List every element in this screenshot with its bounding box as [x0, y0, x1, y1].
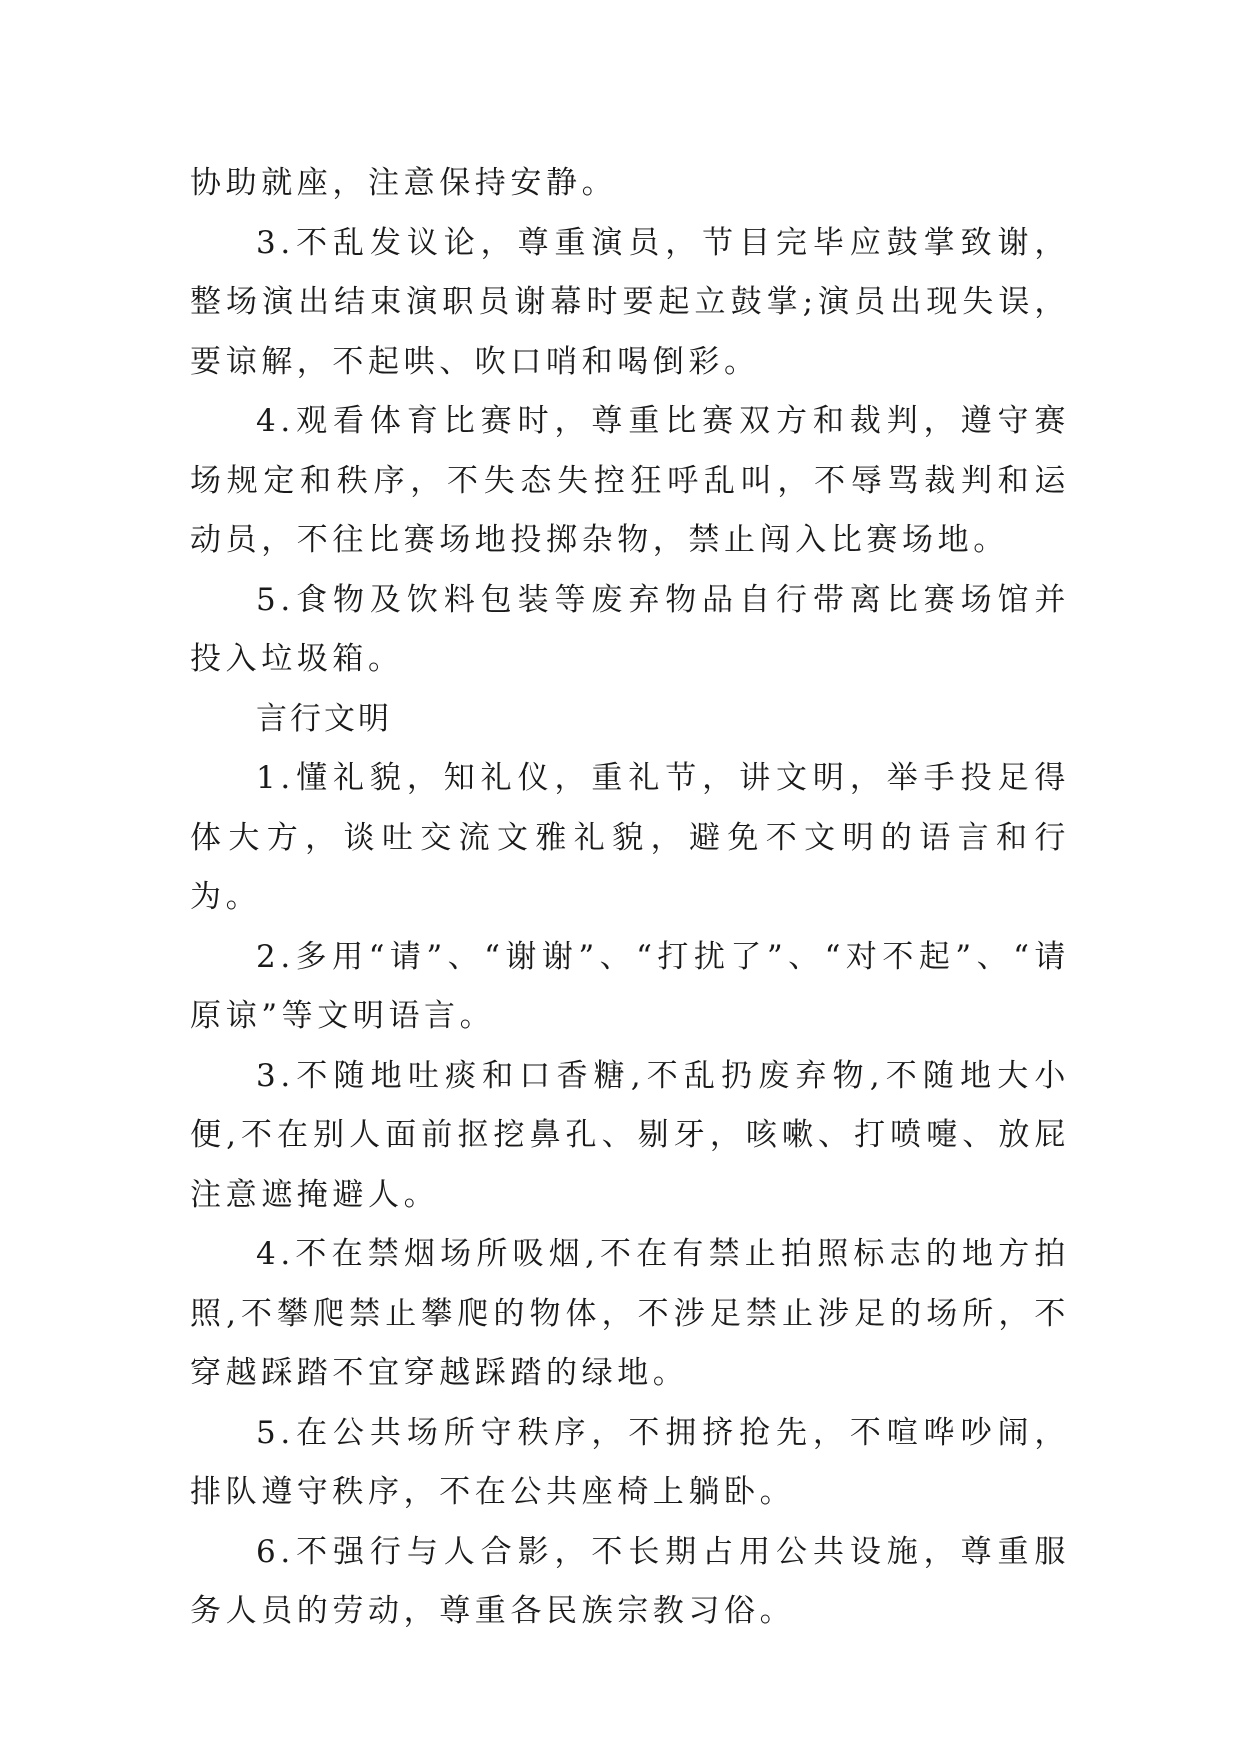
paragraph-item-6-respect: 6.不强行与人合影，不长期占用公共设施，尊重服务人员的劳动，尊重各民族宗教习俗。 [190, 1533, 1070, 1629]
paragraph-item-5-waste: 5.食物及饮料包装等废弃物品自行带离比赛场馆并投入垃圾箱。 [190, 581, 1070, 677]
paragraph-continuation: 协助就座，注意保持安静。 [190, 165, 618, 201]
section-heading: 言行文明 [256, 700, 392, 737]
document-page [190, 154, 1070, 1642]
paragraph-item-3-audience: 3.不乱发议论，尊重演员，节目完毕应鼓掌致谢，整场演出结束演职员谢幕时要起立鼓掌;演员出现失误，要谅解，不起哄、吹口哨和喝倒彩。 [190, 224, 1070, 380]
paragraph-item-4-sports: 4.观看体育比赛时，尊重比赛双方和裁判，遵守赛场规定和秩序，不失态失控狂呼乱叫，不辱骂裁判和运动员，不往比赛场地投掷杂物，禁止闯入比赛场地。 [190, 403, 1070, 558]
paragraph-item-4-rules: 4.不在禁烟场所吸烟,不在有禁止拍照标志的地方拍照,不攀爬禁止攀爬的物体，不涉足禁止涉足的场所，不穿越踩踏不宜穿越踩踏的绿地。 [190, 1236, 1070, 1391]
paragraph-item-3-hygiene: 3.不随地吐痰和口香糖,不乱扔废弃物,不随地大小便,不在别人面前抠挖鼻孔、剔牙，咳嗽、打喷嚏、放屁注意遮掩避人。 [190, 1057, 1070, 1213]
paragraph-item-2-polite-words: 2.多用“请”、“谢谢”、“打扰了”、“对不起”、“请原谅”等文明语言。 [190, 938, 1070, 1034]
paragraph-item-1-manners: 1.懂礼貌，知礼仪，重礼节，讲文明，举手投足得体大方，谈吐交流文雅礼貌，避免不文明的语言和行为。 [190, 760, 1070, 915]
paragraph-item-5-order: 5.在公共场所守秩序，不拥挤抢先，不喧哗吵闹，排队遵守秩序，不在公共座椅上躺卧。 [190, 1414, 1070, 1510]
